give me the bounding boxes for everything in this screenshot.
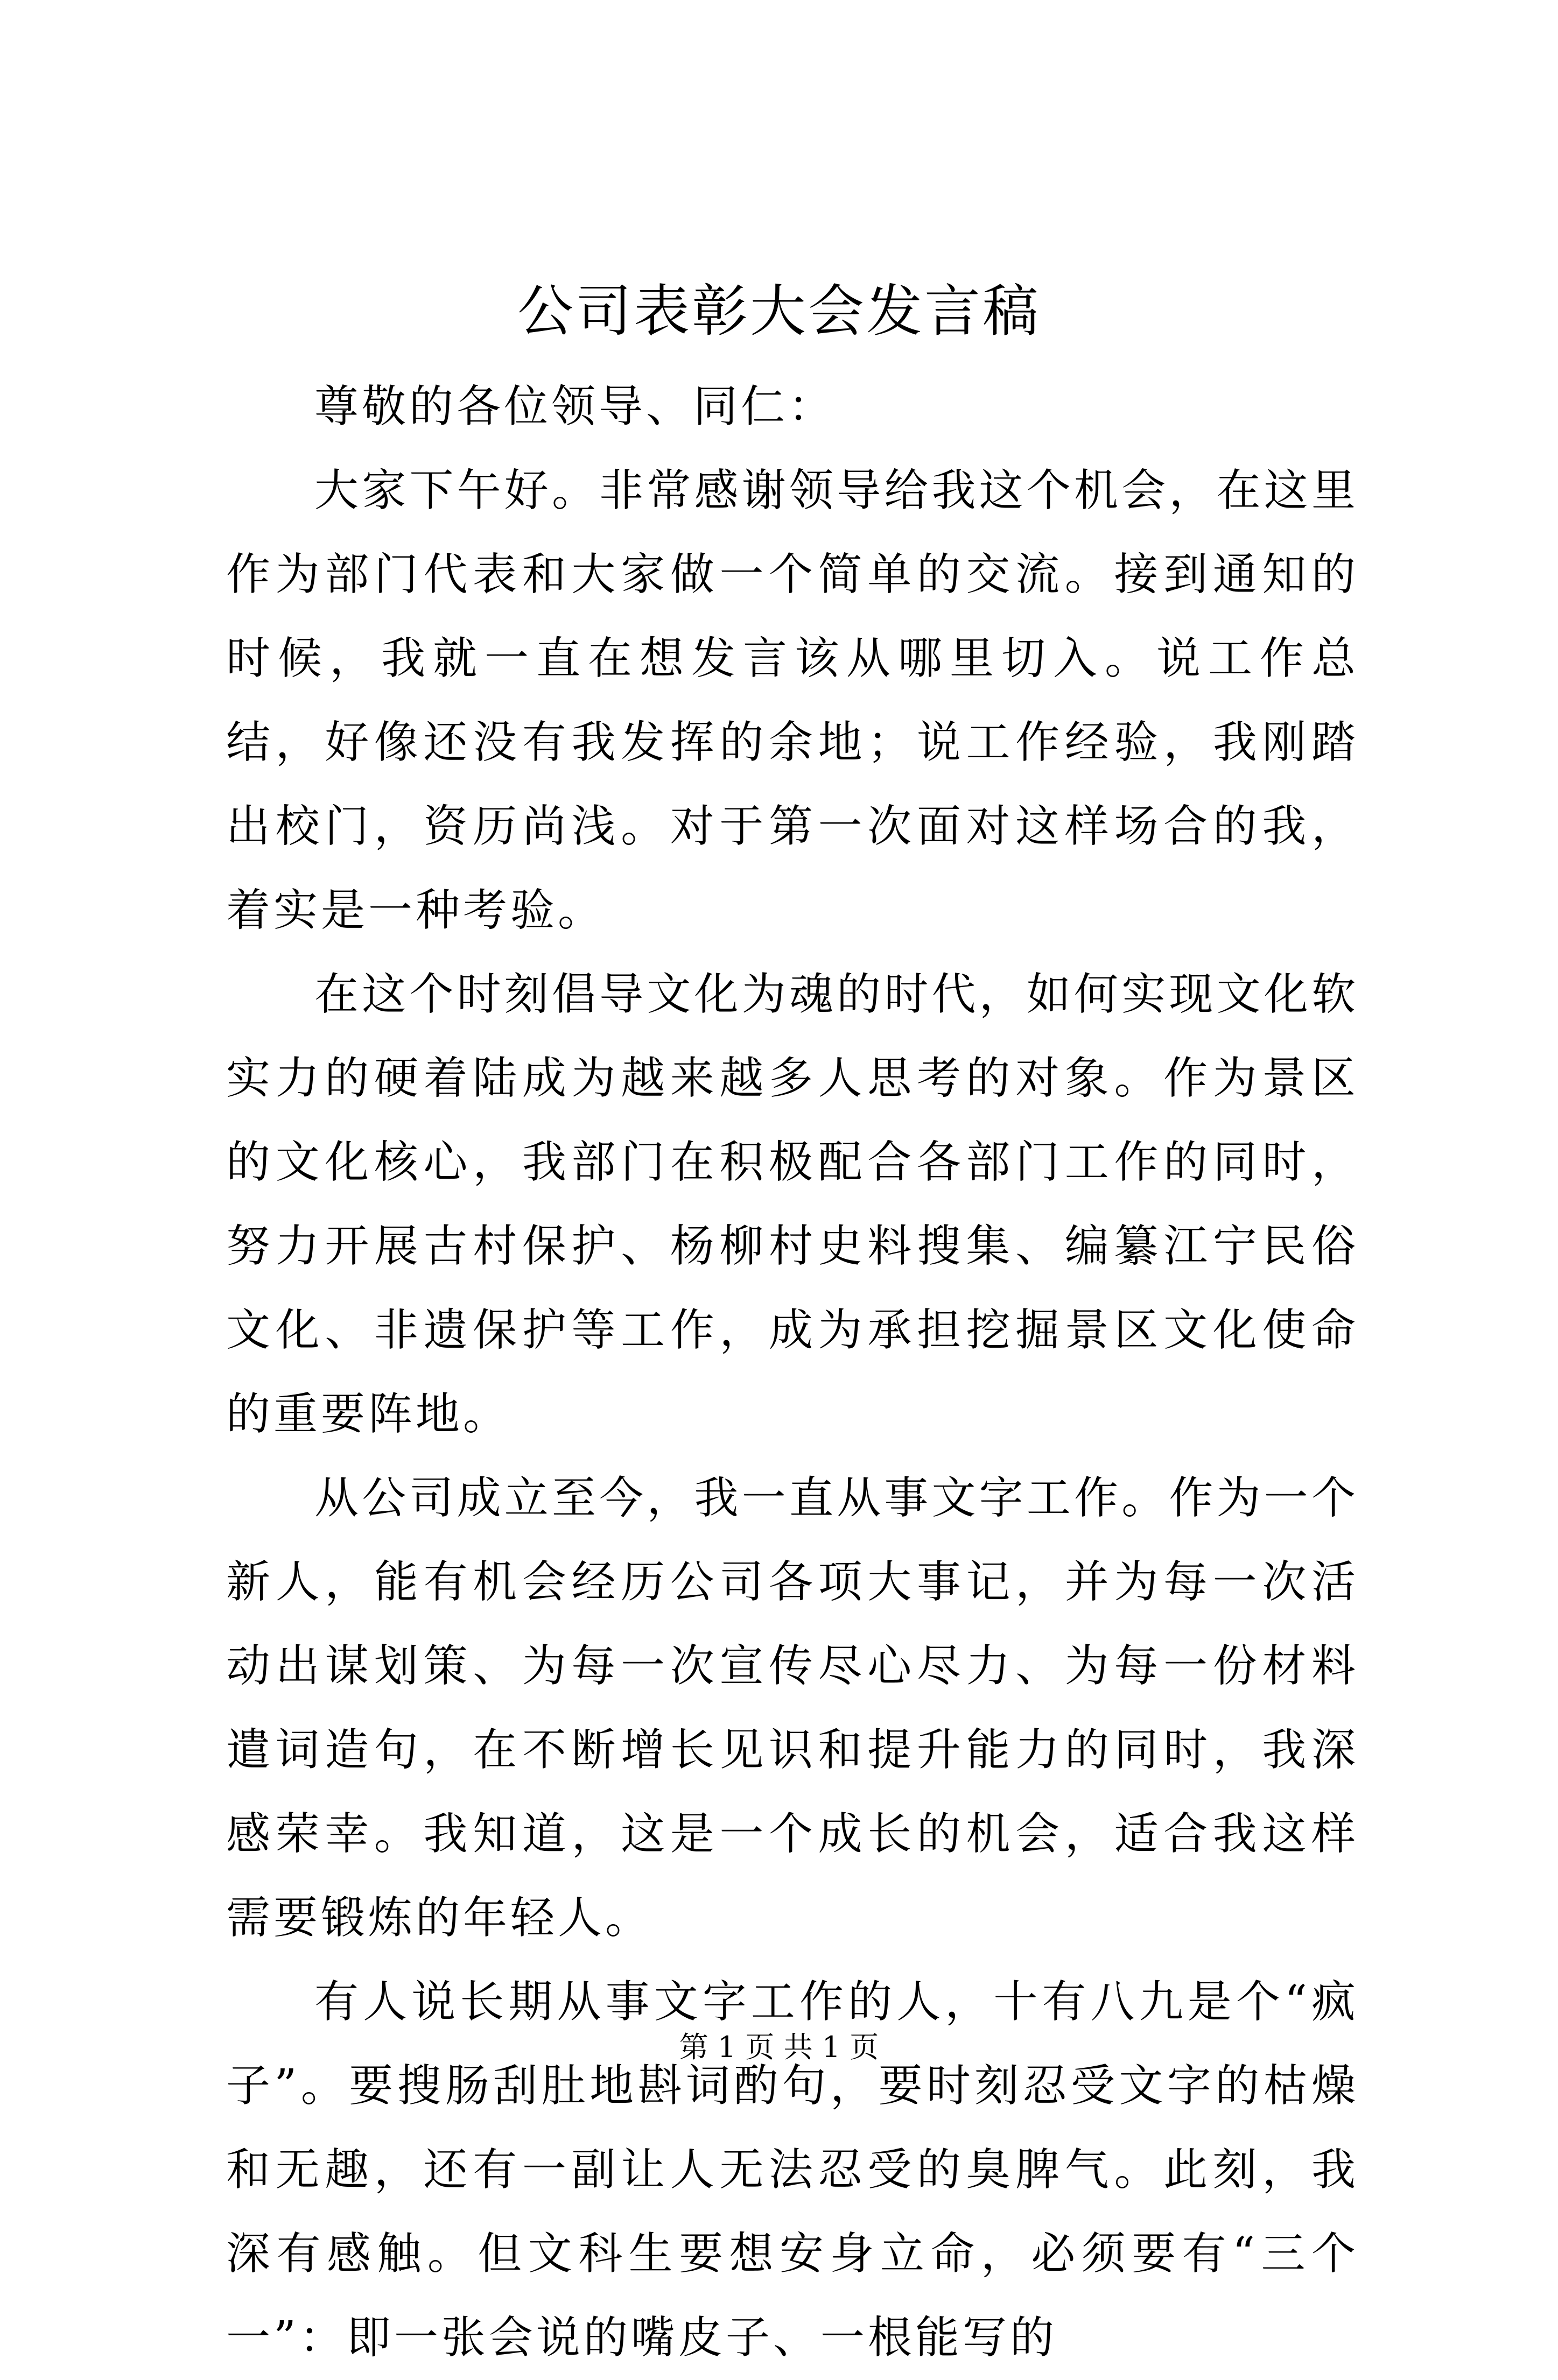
page-number-footer: 第 1 页 共 1 页 (679, 2030, 879, 2064)
body-paragraph: 大家下午好。非常感谢领导给我这个机会，在这里作为部门代表和大家做一个简单的交流。接到通知的时候，我就一直在想发言该从哪里切入。说工作总结，好像还没有我发挥的余地；说工作经验，我刚踏出校门，资历尚浅。对于第一次面对这样场合的我，着实是一种考验。 (226, 465, 1359, 936)
body-paragraph: 在这个时刻倡导文化为魂的时代，如何实现文化软实力的硬着陆成为越来越多人思考的对象。作为景区的文化核心，我部门在积极配合各部门工作的同时，努力开展古村保护、杨柳村史料搜集、编纂江宁民俗文化、非遗保护等工作，成为承担挖掘景区文化使命的重要阵地。 (226, 969, 1359, 1440)
document-title: 公司表彰大会发言稿 (517, 278, 1041, 344)
body-paragraph: 有人说长期从事文字工作的人，十有八九是个“疯子”。要搜肠刮肚地斟词酌句，要时刻忍受文字的枯燥和无趣，还有一副让人无法忍受的臭脾气。此刻，我深有感触。但文科生要想安身立命，必须要有“三个一”：即一张会说的嘴皮子、一根能写的 (226, 1976, 1359, 2363)
salutation-paragraph: 尊敬的各位领导、同仁： (314, 381, 836, 432)
document-body (226, 365, 1359, 2380)
body-paragraph: 从公司成立至今，我一直从事文字工作。作为一个新人，能有机会经历公司各项大事记，并为每一次活动出谋划策、为每一次宣传尽心尽力、为每一份材料遣词造句，在不断增长见识和提升能力的同时，我深感荣幸。我知道，这是一个成长的机会，适合我这样需要锻炼的年轻人。 (226, 1473, 1359, 1944)
